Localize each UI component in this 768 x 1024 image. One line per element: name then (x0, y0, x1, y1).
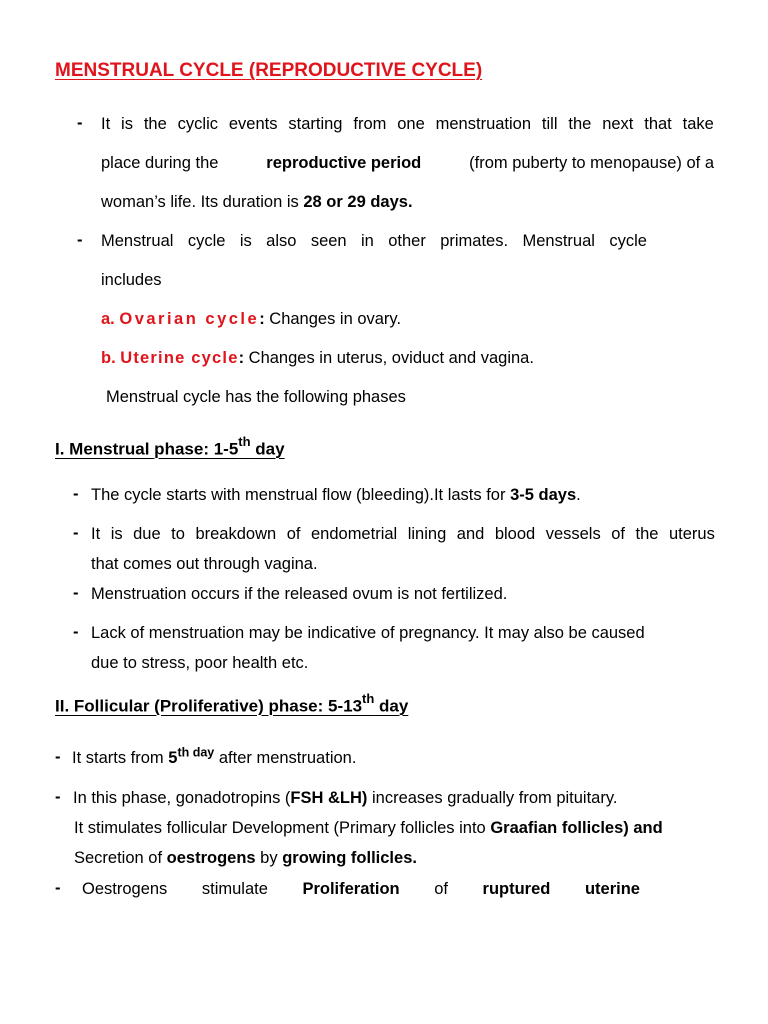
phase-2-bullet-2-line-2 (74, 819, 663, 838)
intro-line-3 (101, 193, 413, 212)
phase-2-bullet-2-line-3 (74, 849, 417, 868)
word: is (239, 232, 252, 250)
phase-1-bullet-1 (91, 486, 581, 505)
word: in (360, 232, 374, 250)
bullet-dash: - (55, 879, 61, 897)
text: The cycle starts with menstrual flow (bleeding).It lasts for (91, 486, 511, 504)
word: of (611, 525, 626, 543)
text: II. Follicular (Proliferative) phase: 5-13 (55, 696, 363, 716)
word: menstruation (435, 115, 532, 133)
word: lining (407, 525, 447, 543)
word: endometrial (310, 525, 398, 543)
word: Menstrual (101, 232, 174, 250)
word: is (121, 115, 133, 133)
phase-1-bullet-2-line-2: that comes out through vagina. (91, 555, 318, 573)
bullet-dash: - (73, 584, 79, 602)
word: and (456, 525, 485, 543)
text: increases gradually from pituitary. (367, 789, 618, 807)
text: . (576, 486, 581, 504)
word: take (682, 115, 714, 133)
text: It starts from (72, 749, 169, 767)
text: after menstruation. (214, 749, 357, 767)
word: till (541, 115, 558, 133)
phase-1-bullet-2-line-1 (91, 525, 715, 544)
superscript: th (238, 434, 251, 449)
bullet-dash: - (73, 485, 79, 503)
word: It (91, 525, 101, 543)
duration-bold: 28 or 29 days. (303, 193, 413, 211)
text: Changes in ovary. (264, 310, 402, 328)
bullet-dash: - (73, 524, 79, 542)
word: the (568, 115, 592, 133)
word: events (228, 115, 278, 133)
intro-line-5: includes (101, 271, 162, 289)
uterine-cycle-item (101, 349, 534, 368)
phase-2-bullet-3-line-1 (82, 880, 640, 899)
word: ruptured (482, 880, 551, 898)
word: cyclic (177, 115, 218, 133)
word: uterine (584, 880, 640, 898)
word: is (110, 525, 123, 543)
superscript: th day (177, 745, 215, 760)
item-prefix: a. (101, 310, 120, 328)
bullet-dash: - (77, 114, 83, 132)
word: Menstrual (522, 232, 595, 250)
text: Secretion of (74, 849, 167, 867)
text: (from puberty to menopause) of a (469, 154, 714, 172)
uterine-cycle-label: Uterine cycle (120, 349, 239, 367)
word: of (434, 880, 448, 898)
phase-1-bullet-4-line-1: Lack of menstruation may be indicative of pregnancy. It may also be caused (91, 624, 645, 642)
word: that (644, 115, 672, 133)
word: from (353, 115, 387, 133)
ovarian-cycle-label: Ovarian cycle (119, 310, 260, 328)
word: breakdown (195, 525, 277, 543)
phase-1-heading (55, 436, 285, 460)
text: day (374, 696, 409, 716)
word: cycle (609, 232, 647, 250)
days-bold: 3-5 days (510, 486, 577, 504)
item-prefix: b. (101, 349, 121, 367)
word: starting (288, 115, 343, 133)
word: vessels (545, 525, 601, 543)
word: primates. (440, 232, 509, 250)
intro-line-4 (101, 232, 647, 251)
fsh-lh-bold: FSH &LH) (290, 789, 368, 807)
word: Proliferation (302, 880, 400, 898)
word: also (266, 232, 297, 250)
phase-2-heading (55, 693, 408, 717)
word: the (143, 115, 167, 133)
word: of (286, 525, 301, 543)
text: place during the (101, 154, 219, 172)
oestrogens-bold: oestrogens (166, 849, 256, 867)
graafian-bold: Graafian follicles) and (490, 819, 663, 837)
text: It stimulates follicular Development (Primary follicles into (74, 819, 491, 837)
growing-follicles-bold: growing follicles. (282, 849, 417, 867)
word: other (388, 232, 426, 250)
phase-1-bullet-3: Menstruation occurs if the released ovum is not fertilized. (91, 585, 508, 603)
superscript: th (362, 691, 375, 706)
word: stimulate (201, 880, 268, 898)
bullet-dash: - (55, 748, 61, 766)
word: cycle (187, 232, 226, 250)
bullet-dash: - (77, 231, 83, 249)
text: day (250, 439, 285, 459)
ovarian-cycle-item (101, 310, 401, 329)
intro-line-1 (101, 115, 714, 134)
word: the (635, 525, 659, 543)
phases-intro: Menstrual cycle has the following phases (106, 388, 406, 406)
page-title: MENSTRUAL CYCLE (REPRODUCTIVE CYCLE) (55, 60, 483, 81)
phase-2-bullet-1 (72, 745, 357, 768)
word: uterus (668, 525, 715, 543)
word: next (602, 115, 634, 133)
text: In this phase, gonadotropins ( (73, 789, 291, 807)
text: woman’s life. Its duration is (101, 193, 304, 211)
phase-1-bullet-4-line-2: due to stress, poor health etc. (91, 654, 309, 672)
text: Changes in uterus, oviduct and vagina. (244, 349, 534, 367)
colon: : (259, 310, 265, 328)
word: to (171, 525, 185, 543)
word: seen (310, 232, 347, 250)
word: due (133, 525, 161, 543)
bullet-dash: - (73, 623, 79, 641)
phase-2-bullet-2-line-1 (73, 789, 617, 808)
colon: : (238, 349, 245, 367)
word: blood (494, 525, 536, 543)
word: one (397, 115, 425, 133)
reproductive-period-bold: reproductive period (266, 154, 422, 172)
intro-line-2 (101, 154, 714, 173)
word: It (101, 115, 111, 133)
bullet-dash: - (55, 788, 61, 806)
text: by (255, 849, 283, 867)
text: I. Menstrual phase: 1-5 (55, 439, 239, 459)
word: Oestrogens (82, 880, 168, 898)
day-number-bold: 5 (168, 749, 178, 767)
